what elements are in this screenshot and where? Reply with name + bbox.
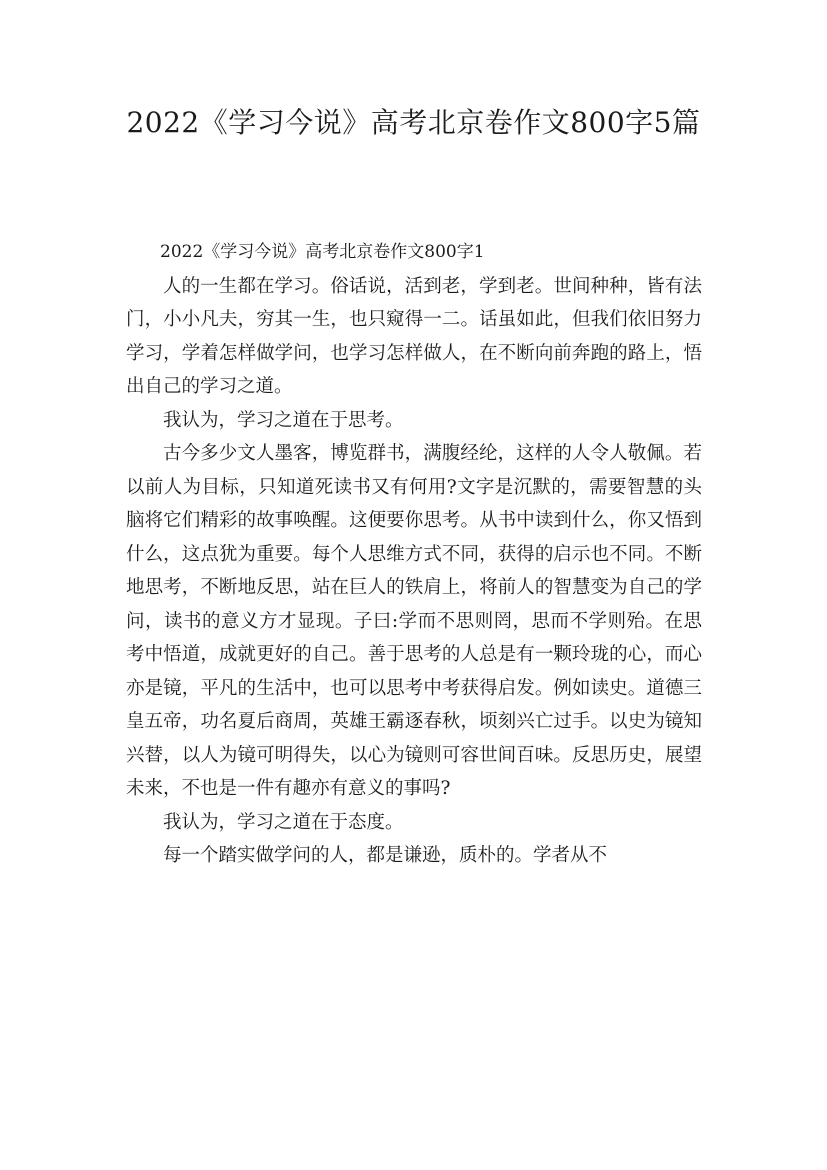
document-title: 2022《学习今说》高考北京卷作文800字5篇 [126, 106, 701, 139]
paragraph-thesis-thinking: 我认为，学习之道在于思考。 [163, 409, 404, 431]
document-body [126, 236, 702, 873]
paragraph-thinking-body: 古今多少文人墨客，博览群书，满腹经纶，这样的人令人敬佩。若以前人为目标，只知道死读书又有何用?文字是沉默的，需要智慧的头脑将它们精彩的故事唤醒。这便要你思考。从书中读到什么，你又悟到什么，这点犹为重要。每个人思维方式不同，获得的启示也不同。不断地思考，不断地反思，站在巨人的铁肩上，将前人的智慧变为自己的学问，读书的意义方才显现。子曰:学而不思则罔，思而不学则殆。在思考中悟道，成就更好的自己。善于思考的人总是有一颗玲珑的心，而心亦是镜，平凡的生活中，也可以思考中考获得启发。例如读史。道德三皇五帝，功名夏后商周，英雄王霸逐春秋，顷刻兴亡过手。以史为镜知兴替，以人为镜可明得失，以心为镜则可容世间百味。反思历史，展望未来，不也是一件有趣亦有意义的事吗? [126, 443, 702, 799]
essay-subtitle: 2022《学习今说》高考北京卷作文800字1 [160, 242, 485, 262]
paragraph-intro: 人的一生都在学习。俗话说，活到老，学到老。世间种种，皆有法门，小小凡夫，穷其一生，也只窥得一二。话虽如此，但我们依旧努力学习，学着怎样做学问，也学习怎样做人，在不断向前奔跑的路上，悟出自己的学习之道。 [126, 275, 702, 397]
paragraph-attitude-body: 每一个踏实做学问的人，都是谦逊，质朴的。学者从不 [163, 845, 608, 866]
paragraph-thesis-attitude: 我认为，学习之道在于态度。 [163, 811, 404, 833]
